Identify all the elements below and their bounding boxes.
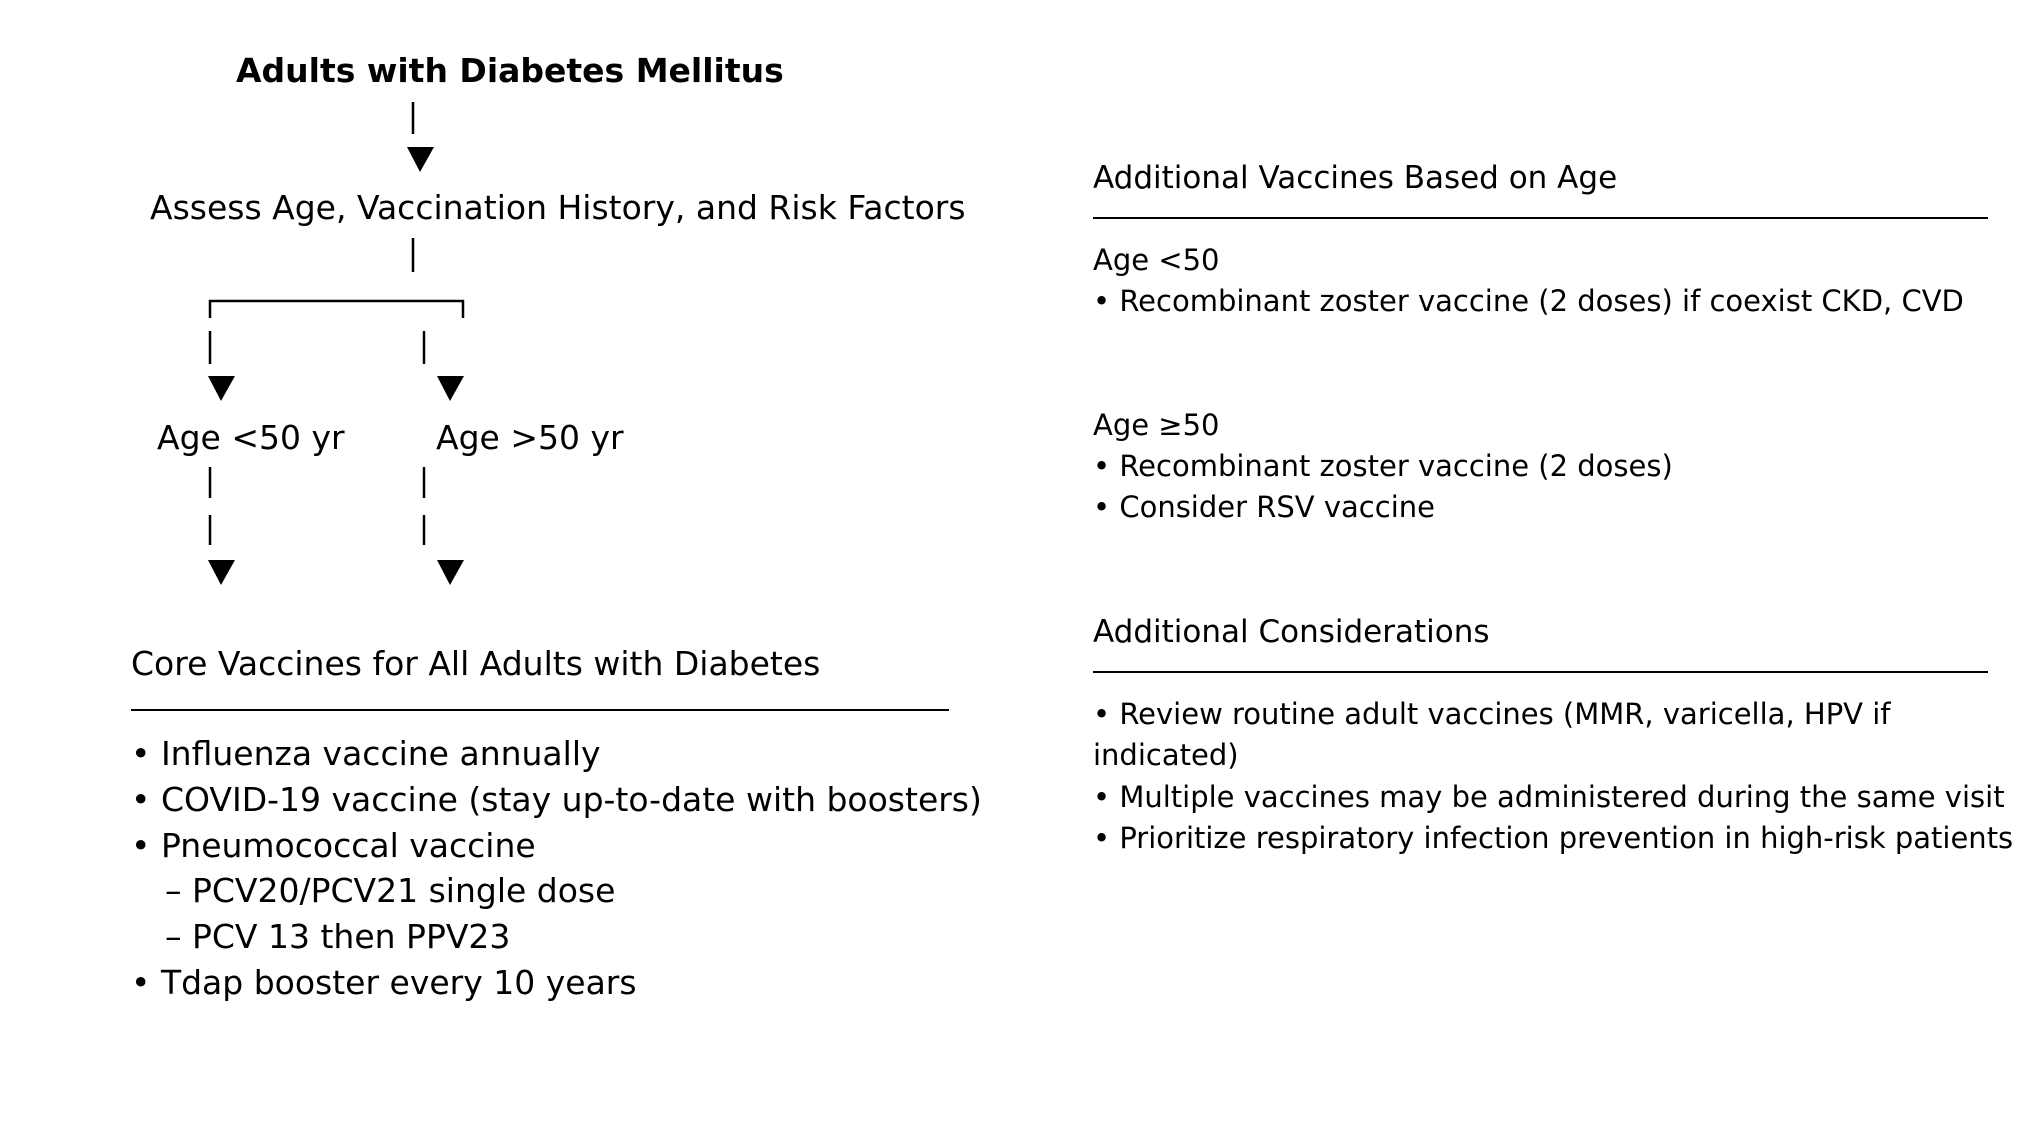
age-based-heading: Additional Vaccines Based on Age bbox=[1093, 160, 1618, 196]
age-over-50-item-zoster: • Recombinant zoster vaccine (2 doses) bbox=[1093, 449, 1673, 483]
age-over-50-label: Age ≥50 bbox=[1093, 408, 1220, 442]
age-based-divider bbox=[1093, 217, 1988, 219]
core-item-influenza: • Influenza vaccine annually bbox=[131, 734, 601, 773]
considerations-divider bbox=[1093, 671, 1988, 673]
core-item-covid: • COVID-19 vaccine (stay up-to-date with boosters) bbox=[131, 780, 982, 819]
assess-step: Assess Age, Vaccination History, and Risk Factors bbox=[150, 188, 966, 227]
arrow-down-left-age bbox=[208, 376, 235, 401]
arrow-down-right-core bbox=[437, 560, 464, 585]
branch-age-under-50: Age <50 yr bbox=[157, 418, 345, 457]
consideration-item-routine: • Review routine adult vaccines (MMR, varicella, HPV if bbox=[1093, 697, 1891, 731]
age-under-50-item-zoster: • Recombinant zoster vaccine (2 doses) if coexist CKD, CVD bbox=[1093, 284, 1964, 318]
core-item-pneumococcal: • Pneumococcal vaccine bbox=[131, 826, 536, 865]
age-under-50-label: Age <50 bbox=[1093, 243, 1220, 277]
connector-split-bracket bbox=[210, 301, 463, 318]
core-item-tdap: • Tdap booster every 10 years bbox=[131, 963, 637, 1002]
flow-title: Adults with Diabetes Mellitus bbox=[236, 51, 784, 90]
branch-age-over-50: Age >50 yr bbox=[436, 418, 624, 457]
consideration-item-multiple: • Multiple vaccines may be administered during the same visit bbox=[1093, 780, 2005, 814]
core-subitem-pcv13: – PCV 13 then PPV23 bbox=[165, 917, 511, 956]
age-over-50-item-rsv: • Consider RSV vaccine bbox=[1093, 490, 1435, 524]
consideration-item-prioritize: • Prioritize respiratory infection prevention in high-risk patients bbox=[1093, 821, 2014, 855]
core-vaccines-heading: Core Vaccines for All Adults with Diabetes bbox=[131, 644, 821, 683]
arrow-down-assess bbox=[407, 147, 434, 172]
arrow-down-left-core bbox=[208, 560, 235, 585]
consideration-item-routine-cont: indicated) bbox=[1093, 738, 1239, 772]
core-vaccines-divider bbox=[131, 709, 949, 711]
considerations-heading: Additional Considerations bbox=[1093, 614, 1490, 650]
arrow-down-right-age bbox=[437, 376, 464, 401]
core-subitem-pcv20: – PCV20/PCV21 single dose bbox=[165, 871, 616, 910]
